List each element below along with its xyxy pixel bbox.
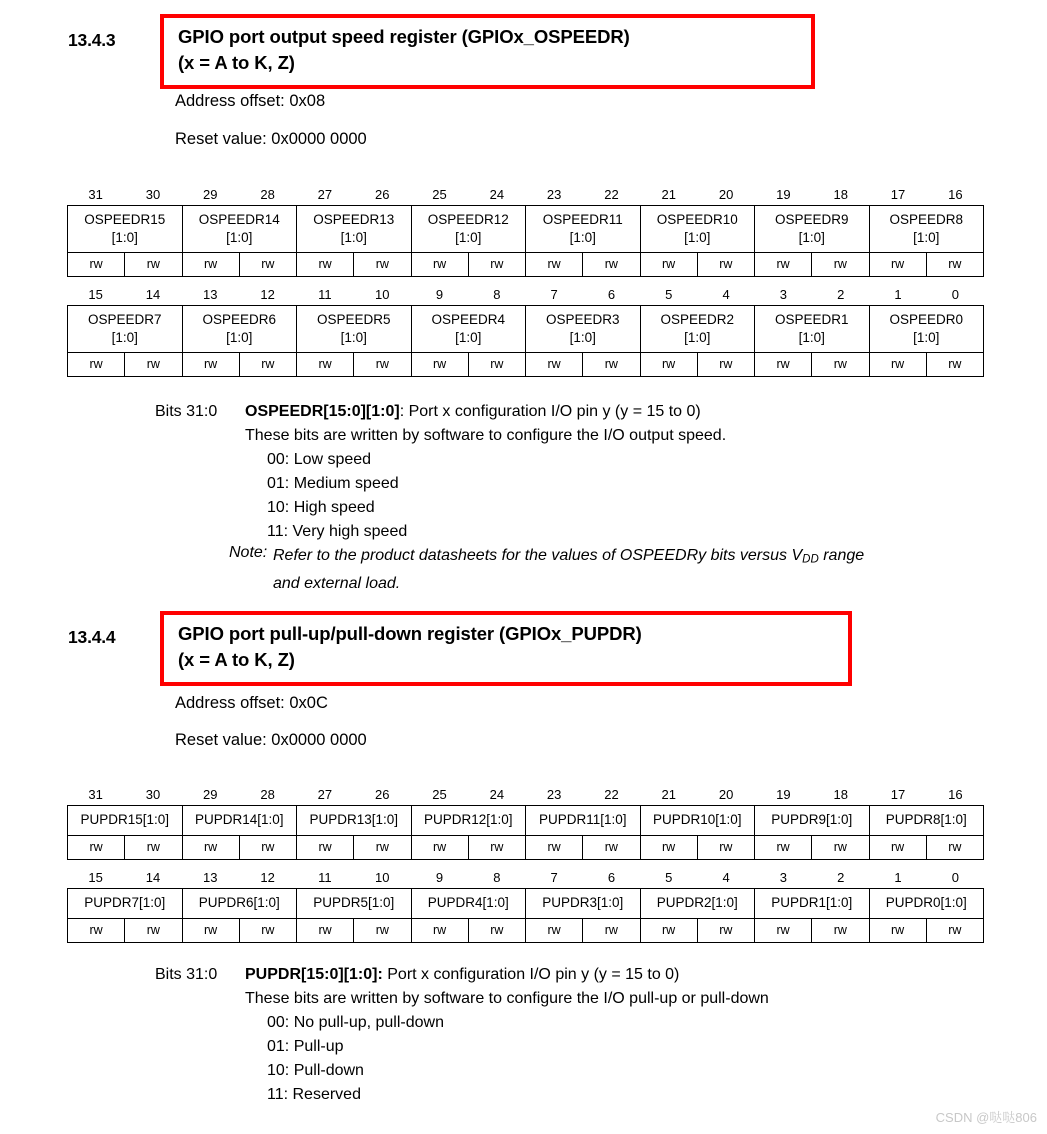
- access-cell: rw: [641, 253, 698, 276]
- access-cell: rw: [812, 836, 869, 859]
- bit-number: 21: [661, 187, 677, 202]
- register-field-name: OSPEEDR1: [774, 311, 849, 327]
- field-name: OSPEEDR[15:0][1:0]: [245, 403, 400, 420]
- bit-number: 3: [779, 870, 788, 885]
- access-cell: rw: [412, 919, 469, 942]
- bit-number: 13: [203, 870, 218, 885]
- register-field-name: PUPDR6[1:0]: [198, 895, 280, 911]
- bit-number: 4: [722, 870, 730, 885]
- register-field-name: OSPEEDR8: [889, 211, 964, 227]
- access-cell: rw: [526, 353, 583, 376]
- reset-value-13-4-3: Reset value: 0x0000 0000: [175, 130, 367, 148]
- note-label: Note:: [229, 544, 268, 561]
- bit-number: 0: [951, 287, 959, 302]
- bit-number: 25: [432, 787, 447, 802]
- access-cell: rw: [183, 253, 240, 276]
- register-field: [297, 206, 412, 252]
- register-field-name: PUPDR10[1:0]: [652, 812, 742, 828]
- register-field: [755, 306, 870, 352]
- bit-number: 17: [890, 187, 906, 202]
- register-field: [641, 806, 756, 835]
- section-number: 13.4.3: [68, 30, 116, 50]
- register-field: [297, 889, 412, 918]
- bit-number: 19: [776, 187, 791, 202]
- access-cell: rw: [870, 919, 927, 942]
- bit-number: 12: [260, 870, 275, 885]
- bit-number: 19: [776, 787, 791, 802]
- register-field: [870, 806, 984, 835]
- access-cell: rw: [948, 257, 962, 271]
- register-field: [68, 206, 183, 252]
- register-field: [412, 306, 527, 352]
- bit-number: 23: [546, 187, 562, 202]
- register-field-name: OSPEEDR2: [660, 311, 735, 327]
- access-cell: rw: [641, 919, 698, 942]
- access-row: [67, 835, 984, 860]
- bit-number: 27: [317, 187, 333, 202]
- bits-line: [155, 400, 864, 424]
- bit-number: 29: [203, 187, 218, 202]
- bit-number: 6: [607, 287, 616, 302]
- access-cell: rw: [354, 836, 411, 859]
- register-field-name: PUPDR13[1:0]: [309, 812, 399, 828]
- section-title-line2: (x = A to K, Z): [178, 649, 295, 671]
- table-row-spacer: [67, 860, 984, 868]
- register-field-name: OSPEEDR7: [87, 311, 162, 327]
- section-title-line2: (x = A to K, Z): [178, 52, 295, 74]
- section-title-line1: GPIO port pull-up/pull-down register (GPIOx_PUPDR): [178, 623, 642, 644]
- register-field: [526, 306, 641, 352]
- bit-number: 9: [435, 287, 444, 302]
- bit-number: 14: [145, 287, 161, 302]
- register-field-name: PUPDR12[1:0]: [423, 812, 513, 828]
- bit-number: 18: [833, 187, 848, 202]
- access-cell: rw: [354, 919, 411, 942]
- register-field-name: PUPDR14[1:0]: [194, 812, 284, 828]
- register-field-name: OSPEEDR13: [313, 211, 395, 227]
- access-cell: rw: [297, 253, 354, 276]
- bit-number: 7: [550, 870, 558, 885]
- bit-number: 5: [665, 287, 673, 302]
- field-row: [67, 888, 984, 918]
- bit-number: 5: [665, 870, 673, 885]
- register-field: [526, 889, 641, 918]
- access-cell: rw: [583, 919, 640, 942]
- access-cell: rw: [469, 836, 526, 859]
- register-field-range: [1:0]: [798, 230, 825, 245]
- bit-number: 17: [890, 787, 906, 802]
- bit-number: 6: [607, 870, 616, 885]
- access-cell: rw: [412, 353, 469, 376]
- field-row: [67, 305, 984, 352]
- section-title-line1: GPIO port output speed register (GPIOx_OSPEEDR): [178, 26, 630, 47]
- access-cell: rw: [412, 836, 469, 859]
- address-offset-13-4-3: Address offset: 0x08: [175, 92, 326, 110]
- bit-number: 15: [88, 870, 103, 885]
- register-field: [870, 206, 984, 252]
- field-desc: Port x configuration I/O pin y (y = 15 to 0): [382, 966, 680, 983]
- register-field-range: [1:0]: [455, 330, 482, 345]
- register-field: [297, 306, 412, 352]
- access-cell: rw: [698, 919, 755, 942]
- bits-text: [245, 400, 701, 424]
- register-field-name: OSPEEDR9: [774, 211, 849, 227]
- bit-number: 24: [489, 187, 505, 202]
- value-option: 10: Pull-down: [267, 1062, 364, 1079]
- bit-number: 0: [951, 870, 959, 885]
- register-field: [412, 806, 527, 835]
- access-cell: rw: [469, 919, 526, 942]
- register-field: [183, 889, 298, 918]
- access-row: [67, 252, 984, 277]
- note-line2: and external load.: [273, 574, 401, 592]
- section-heading-13-4-4: [68, 611, 852, 686]
- section-title-highlight-box: [160, 14, 815, 89]
- register-field-name: OSPEEDR10: [656, 211, 738, 227]
- field-name: PUPDR[15:0][1:0]:: [245, 966, 383, 983]
- register-field-name: PUPDR8[1:0]: [885, 812, 967, 828]
- register-field-name: PUPDR2[1:0]: [656, 895, 738, 911]
- bits-line: [155, 963, 769, 987]
- bit-number: 11: [318, 287, 332, 302]
- access-row: [67, 352, 984, 377]
- section-heading-13-4-3: [68, 14, 815, 89]
- access-cell: rw: [125, 836, 182, 859]
- bits-label: Bits 31:0: [155, 966, 218, 983]
- bit-number-row: [67, 285, 984, 305]
- access-cell: rw: [641, 353, 698, 376]
- register-field-name: PUPDR7[1:0]: [84, 895, 166, 911]
- access-cell: rw: [526, 919, 583, 942]
- address-offset-13-4-4: Address offset: 0x0C: [175, 694, 328, 712]
- bit-number: 28: [260, 787, 275, 802]
- bit-number: 31: [88, 187, 103, 202]
- register-field-name: OSPEEDR5: [316, 311, 391, 327]
- register-field: [755, 206, 870, 252]
- bit-number: 8: [493, 287, 501, 302]
- register-field-name: OSPEEDR4: [431, 311, 506, 327]
- register-field-name: PUPDR5[1:0]: [313, 895, 395, 911]
- register-table-pupdr: [67, 785, 984, 943]
- access-cell: rw: [755, 253, 812, 276]
- access-cell: rw: [870, 353, 927, 376]
- value-option: 01: Pull-up: [267, 1038, 344, 1055]
- register-field-name: PUPDR4[1:0]: [427, 895, 509, 911]
- bit-number: 16: [948, 187, 963, 202]
- access-cell: rw: [948, 840, 962, 854]
- register-field-range: [1:0]: [111, 330, 138, 345]
- register-field: [68, 806, 183, 835]
- register-field-range: [1:0]: [455, 230, 482, 245]
- access-cell: rw: [297, 919, 354, 942]
- register-field: [68, 889, 183, 918]
- register-field: [870, 889, 984, 918]
- bit-number: 15: [88, 287, 103, 302]
- bit-number: 2: [837, 870, 845, 885]
- access-cell: rw: [354, 253, 411, 276]
- bit-number: 16: [948, 787, 963, 802]
- access-cell: rw: [68, 919, 125, 942]
- bits-label: Bits 31:0: [155, 403, 218, 420]
- access-cell: rw: [183, 919, 240, 942]
- value-option: 00: No pull-up, pull-down: [267, 1014, 444, 1031]
- access-cell: rw: [240, 836, 297, 859]
- register-field-name: PUPDR9[1:0]: [771, 812, 853, 828]
- register-field-name: OSPEEDR6: [202, 311, 277, 327]
- access-cell: rw: [240, 919, 297, 942]
- register-field: [183, 306, 298, 352]
- section-number: 13.4.4: [68, 627, 116, 647]
- access-cell: rw: [583, 253, 640, 276]
- register-field-range: [1:0]: [913, 230, 940, 245]
- field-desc: : Port x configuration I/O pin y (y = 15 to 0): [399, 403, 701, 420]
- bit-number: 23: [546, 787, 562, 802]
- register-field: [297, 806, 412, 835]
- bit-description-pupdr: [155, 963, 769, 1107]
- value-option: 10: High speed: [267, 499, 375, 516]
- register-field: [183, 806, 298, 835]
- csdn-watermark: CSDN @哒哒806: [935, 1110, 1037, 1125]
- bit-number: 10: [374, 287, 390, 302]
- access-cell: rw: [412, 253, 469, 276]
- access-row: [67, 918, 984, 943]
- access-cell: rw: [948, 357, 962, 371]
- field-row: [67, 205, 984, 252]
- section-title-highlight-box: [160, 611, 852, 686]
- access-cell: rw: [755, 919, 812, 942]
- register-field-range: [1:0]: [340, 230, 367, 245]
- register-field: [412, 206, 527, 252]
- register-field: [412, 889, 527, 918]
- bit-number: 21: [661, 787, 677, 802]
- register-field-name: PUPDR1[1:0]: [771, 895, 853, 911]
- bit-number: 10: [374, 870, 390, 885]
- bit-number: 26: [374, 187, 390, 202]
- bit-number: 11: [318, 870, 332, 885]
- table-row-spacer: [67, 277, 984, 285]
- register-field: [641, 206, 756, 252]
- register-field: [526, 806, 641, 835]
- note-text: [273, 544, 864, 596]
- register-field: [68, 306, 183, 352]
- register-field: [870, 306, 984, 352]
- access-cell: rw: [870, 253, 927, 276]
- register-field-range: [1:0]: [684, 230, 711, 245]
- register-field-range: [1:0]: [226, 330, 253, 345]
- access-cell: rw: [469, 253, 526, 276]
- bit-number: 28: [260, 187, 275, 202]
- access-cell: rw: [698, 253, 755, 276]
- access-cell: rw: [125, 353, 182, 376]
- register-field-range: [1:0]: [111, 230, 138, 245]
- note-block: [155, 544, 864, 596]
- register-field-name: OSPEEDR12: [427, 211, 509, 227]
- register-field-range: [1:0]: [569, 230, 596, 245]
- bit-number: 7: [550, 287, 558, 302]
- note-part2: range: [818, 547, 865, 564]
- access-cell: rw: [755, 836, 812, 859]
- access-cell: rw: [68, 353, 125, 376]
- access-cell: rw: [68, 253, 125, 276]
- register-field: [183, 206, 298, 252]
- register-field-name: OSPEEDR14: [198, 211, 280, 227]
- register-field-name: OSPEEDR15: [84, 211, 166, 227]
- bit-number: 13: [203, 287, 218, 302]
- bit-number: 29: [203, 787, 218, 802]
- bit-number: 20: [718, 187, 734, 202]
- access-cell: rw: [125, 253, 182, 276]
- bit-number: 3: [779, 287, 788, 302]
- value-option: 11: Reserved: [267, 1086, 361, 1103]
- register-field-name: OSPEEDR0: [889, 311, 964, 327]
- value-option: 01: Medium speed: [267, 475, 399, 492]
- bit-number: 9: [435, 870, 444, 885]
- bit-number: 2: [837, 287, 845, 302]
- access-cell: rw: [183, 353, 240, 376]
- bits-text: [245, 963, 679, 987]
- register-field: [641, 306, 756, 352]
- access-cell: rw: [948, 923, 962, 937]
- register-field-range: [1:0]: [798, 330, 825, 345]
- note-subscript: DD: [802, 553, 819, 566]
- bit-number: 12: [260, 287, 275, 302]
- register-field-name: OSPEEDR11: [542, 211, 623, 227]
- bit-number: 31: [88, 787, 103, 802]
- bit-number: 4: [722, 287, 730, 302]
- access-cell: rw: [526, 253, 583, 276]
- access-cell: rw: [812, 919, 869, 942]
- value-option: 11: Very high speed: [267, 523, 408, 540]
- register-field-range: [1:0]: [226, 230, 253, 245]
- register-field-range: [1:0]: [569, 330, 596, 345]
- bit-number: 1: [894, 870, 902, 885]
- register-field-range: [1:0]: [340, 330, 367, 345]
- access-cell: rw: [870, 836, 927, 859]
- register-field: [755, 806, 870, 835]
- register-field: [526, 206, 641, 252]
- register-field-range: [1:0]: [913, 330, 940, 345]
- bit-number-row: [67, 785, 984, 805]
- access-cell: rw: [698, 836, 755, 859]
- register-field-name: OSPEEDR3: [545, 311, 620, 327]
- register-field-name: PUPDR3[1:0]: [542, 895, 624, 911]
- access-cell: rw: [68, 836, 125, 859]
- access-cell: rw: [125, 919, 182, 942]
- access-cell: rw: [183, 836, 240, 859]
- register-table-ospeedr: [67, 185, 984, 377]
- access-cell: rw: [755, 353, 812, 376]
- bit-number: 30: [145, 187, 161, 202]
- register-field: [755, 889, 870, 918]
- field-row: [67, 805, 984, 835]
- value-option: 00: Low speed: [267, 451, 372, 468]
- bit-number: 18: [833, 787, 848, 802]
- bit-number: 22: [604, 187, 619, 202]
- bit-number: 1: [894, 287, 902, 302]
- register-field: [641, 889, 756, 918]
- access-cell: rw: [583, 836, 640, 859]
- access-cell: rw: [812, 353, 869, 376]
- bit-number-row: [67, 868, 984, 888]
- access-cell: rw: [812, 253, 869, 276]
- register-field-name: PUPDR11[1:0]: [538, 812, 627, 828]
- note-part1: Refer to the product datasheets for the values of OSPEEDRy bits versus V: [273, 547, 803, 564]
- access-cell: rw: [297, 353, 354, 376]
- access-cell: rw: [469, 353, 526, 376]
- access-cell: rw: [297, 836, 354, 859]
- bit-number-row: [67, 185, 984, 205]
- register-field-name: PUPDR0[1:0]: [885, 895, 967, 911]
- access-cell: rw: [641, 836, 698, 859]
- bit-description-ospeedr: [155, 400, 864, 596]
- bit-number: 14: [145, 870, 161, 885]
- access-cell: rw: [240, 253, 297, 276]
- reset-value-13-4-4: Reset value: 0x0000 0000: [175, 731, 367, 749]
- access-cell: rw: [526, 836, 583, 859]
- bit-number: 8: [493, 870, 501, 885]
- bit-number: 25: [432, 187, 447, 202]
- bit-number: 27: [317, 787, 333, 802]
- access-cell: rw: [583, 353, 640, 376]
- bit-number: 20: [718, 787, 734, 802]
- bit-number: 30: [145, 787, 161, 802]
- access-cell: rw: [698, 353, 755, 376]
- access-cell: rw: [240, 353, 297, 376]
- description-intro: These bits are written by software to configure the I/O output speed.: [245, 427, 727, 444]
- register-field-name: PUPDR15[1:0]: [80, 812, 170, 828]
- bit-number: 26: [374, 787, 390, 802]
- description-intro: These bits are written by software to configure the I/O pull-up or pull-down: [245, 990, 769, 1007]
- register-field-range: [1:0]: [684, 330, 711, 345]
- bit-number: 24: [489, 787, 505, 802]
- bit-number: 22: [604, 787, 619, 802]
- access-cell: rw: [354, 353, 411, 376]
